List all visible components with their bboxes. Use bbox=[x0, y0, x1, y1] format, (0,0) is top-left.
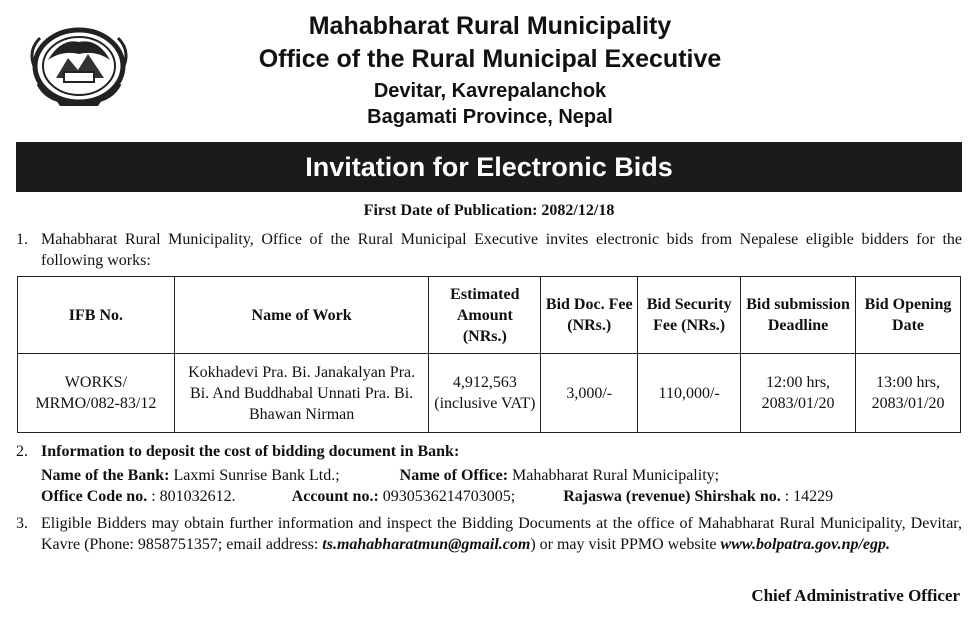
cell-ifb-no: WORKS/ MRMO/082-83/12 bbox=[18, 354, 175, 433]
contact-email-link[interactable]: ts.mahabharatmun@gmail.com bbox=[322, 536, 531, 553]
section-2 bbox=[16, 441, 962, 462]
section-3-text bbox=[41, 513, 962, 555]
header-ifb-no: IFB No. bbox=[18, 277, 175, 354]
section-3-number: 3. bbox=[16, 515, 28, 532]
section-2-number: 2. bbox=[16, 443, 28, 460]
bank-name-label: Name of the Bank: bbox=[41, 467, 170, 484]
header-bid-doc-fee: Bid Doc. Fee (NRs.) bbox=[541, 277, 638, 354]
bank-details-line-1 bbox=[41, 467, 719, 485]
bank-details-line-2 bbox=[41, 488, 833, 506]
nepal-government-emblem-icon bbox=[26, 20, 132, 108]
office-name-value: Mahabharat Rural Municipality; bbox=[512, 467, 720, 484]
bids-table bbox=[17, 276, 961, 433]
cell-name-of-work: Kokhadevi Pra. Bi. Janakalyan Pra. Bi. And Buddhabal Unnati Pra. Bi. Bhawan Nirman bbox=[174, 354, 429, 433]
section-1 bbox=[16, 229, 962, 271]
office-name: Office of the Rural Municipal Executive bbox=[258, 45, 722, 73]
signatory-title: Chief Administrative Officer bbox=[751, 586, 960, 605]
cell-bid-doc-fee: 3,000/- bbox=[541, 354, 638, 433]
header-opening-date: Bid Opening Date bbox=[856, 277, 961, 354]
cell-estimated-amount: 4,912,563 (inclusive VAT) bbox=[429, 354, 541, 433]
cell-bid-security-fee: 110,000/- bbox=[638, 354, 741, 433]
account-no-value: 0930536214703005; bbox=[382, 488, 516, 505]
header-bid-security-fee: Bid Security Fee (NRs.) bbox=[638, 277, 741, 354]
publication-date: First Date of Publication: 2082/12/18 bbox=[363, 202, 615, 219]
office-code-value: : 801032612. bbox=[151, 488, 236, 505]
office-code-label: Office Code no. bbox=[41, 488, 148, 505]
section-3-text-b: ) or may visit PPMO website bbox=[530, 536, 721, 553]
notice-title-banner: Invitation for Electronic Bids bbox=[16, 142, 962, 192]
rajaswa-label: Rajaswa (revenue) Shirshak no. bbox=[563, 488, 781, 505]
office-name-label: Name of Office: bbox=[399, 467, 509, 484]
table-row bbox=[18, 354, 961, 433]
section-2-title: Information to deposit the cost of bidding document in Bank: bbox=[41, 443, 460, 460]
cell-submission-deadline: 12:00 hrs, 2083/01/20 bbox=[741, 354, 856, 433]
section-3-text-a: Eligible Bidders may obtain further information and inspect the Bidding Documents at the office of Mahabharat Rural Municipality, Devitar, Kavre (Phone: 9858751357; email address: bbox=[41, 515, 962, 553]
account-no-label: Account no.: bbox=[291, 488, 379, 505]
municipality-name: Mahabharat Rural Municipality bbox=[308, 12, 672, 40]
cell-opening-date: 13:00 hrs, 2083/01/20 bbox=[856, 354, 961, 433]
section-3 bbox=[16, 513, 962, 555]
office-province: Bagamati Province, Nepal bbox=[367, 106, 613, 128]
section-1-number: 1. bbox=[16, 231, 28, 248]
ppmo-website-link[interactable]: www.bolpatra.gov.np/egp. bbox=[720, 536, 891, 553]
bank-name-value: Laxmi Sunrise Bank Ltd.; bbox=[173, 467, 340, 484]
header-estimated-amount: Estimated Amount (NRs.) bbox=[429, 277, 541, 354]
rajaswa-value: : 14229 bbox=[784, 488, 834, 505]
table-header-row bbox=[18, 277, 961, 354]
header-submission-deadline: Bid submission Deadline bbox=[741, 277, 856, 354]
office-location: Devitar, Kavrepalanchok bbox=[373, 80, 607, 102]
section-1-text: Mahabharat Rural Municipality, Office of the Rural Municipal Executive invites electronic bids from Nepalese eligible bidders for the following works: bbox=[41, 231, 962, 269]
header-name-of-work: Name of Work bbox=[174, 277, 429, 354]
